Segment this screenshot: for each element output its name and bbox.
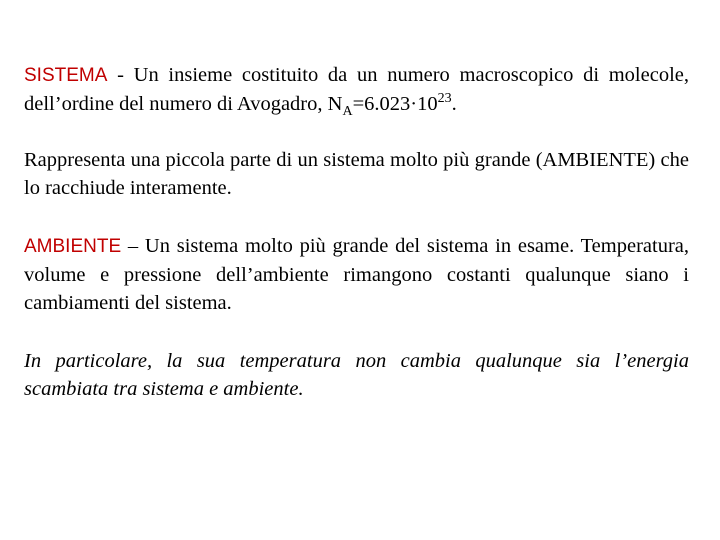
sistema-end: . [451, 93, 457, 115]
ambiente-term: AMBIENTE [24, 236, 122, 257]
ambiente-definition [24, 232, 689, 317]
sistema-term: SISTEMA [24, 65, 108, 86]
avogadro-value: =6.023·10 [352, 93, 438, 115]
sistema-definition [24, 61, 689, 118]
sistema-text: - Un insieme costituito da un numero macroscopico di molecole, dell’ordine del numero di Avogadro, N [24, 64, 689, 115]
ambiente-text: – Un sistema molto più grande del sistema in esame. Temperatura, volume e pressione dell’ambiente rimangono costanti qualunque siano i cambiamenti del sistema. [24, 235, 689, 314]
particolare-paragraph: In particolare, la sua temperatura non cambia qualunque sia l’energia scambiata tra sistema e ambiente. [24, 350, 689, 400]
avogadro-subscript: A [342, 104, 353, 119]
avogadro-exponent: 23 [437, 91, 452, 106]
rappresenta-paragraph: Rappresenta una piccola parte di un sistema molto più grande (AMBIENTE) che lo racchiude interamente. [24, 149, 689, 199]
